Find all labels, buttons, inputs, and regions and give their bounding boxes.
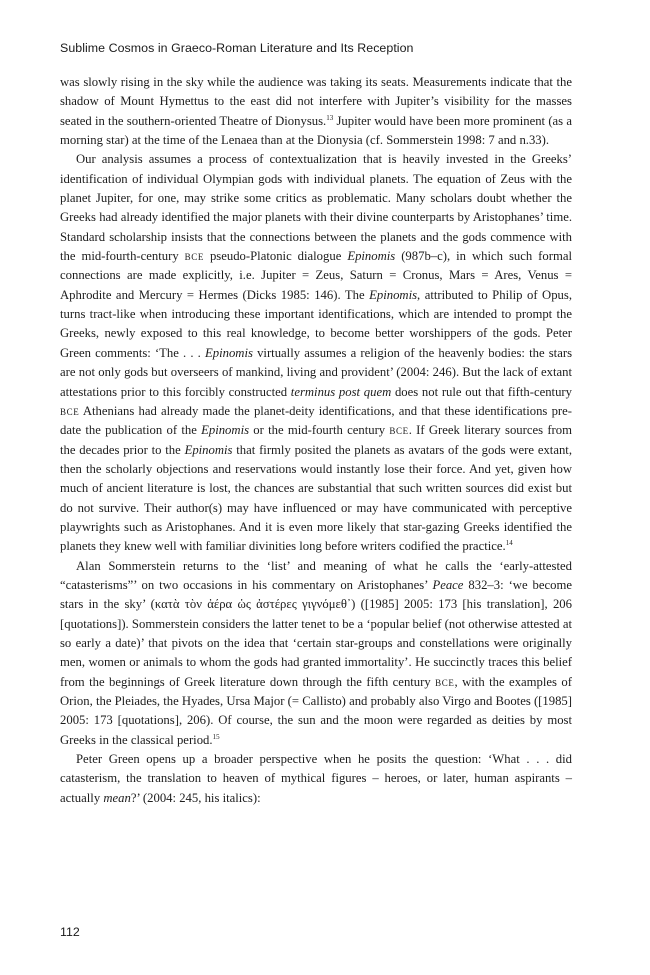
paragraph [60,557,572,750]
text-run: . If Greek literary sources from the decades prior to the [60,423,572,457]
text-run: that firmly posited the planets as avatars of the gods were extant, then the scholarly objections and reservations would instantly lose their force. And yet, given how much of ancient literature is lost, the chances are substantial that such written sources did exist but do not survive. Their author(s) may have influenced or may have communicated with perceptive playwrights such as Aristophanes. And it is even more likely that star-gazing Greeks identified the planets they knew well with familiar divinities long before writers codified the practice. [60,442,572,554]
text-run: Our analysis assumes a process of contextualization that is heavily invested in the Greeks’ identification of individual Olympian gods with individual planets. The equation of Zeus with the planet Jupiter, for one, may strike some critics as problematic. Many scholars doubt whether the Greeks had already identified the major planets with their divine counterparts by Aristophanes’ time. Standard scholarship insists that the connections between the planets and the gods commence with the mid-fourth-century [60,152,572,264]
text-run: virtually assumes a religion of the heavenly bodies: the stars are not only gods but overseers of mankind, living and provident’ (2004: 246). But the lack of extant attestations prior to this forcibly constructed [60,345,573,399]
italic-text: Epinomis [201,423,250,438]
small-caps-text: bce [435,674,455,689]
text-run: Peter Green opens up a broader perspective when he posits the question: ‘What . . . did catasterism, the translation to heaven of mythical figures – heroes, or later, human aspirants – actually [60,752,572,805]
text-run: Alan Sommerstein returns to the ‘list’ and meaning of what he calls the ‘early-attested “catasterisms”’ on two occasions in his commentary on Aristophanes’ [60,558,572,592]
text-run: , with the examples of Orion, the Pleiades, the Hyades, Ursa Major (= Callisto) and probably also Virgo and Bootes ([1985] 2005: 173 [quotations], 206). Of course, the sun and the moon were regarded as deities by most Greeks in the classical period. [60,674,572,747]
text-run: does not rule out that fifth-century [391,384,572,399]
paragraph [60,150,572,556]
running-head: Sublime Cosmos in Graeco-Roman Literature and Its Reception [60,41,414,55]
text-run: (987b–c), in which such formal connections are made explicitly, i.e. Jupiter = Zeus, Saturn = Cronus, Mars = Ares, Venus = Aphrodite and Mercury = Hermes (Dicks 1985: 146). The [60,249,572,302]
italic-text: terminus post quem [290,384,392,399]
italic-text: Epinomis [184,442,233,457]
footnote-ref[interactable]: 15 [212,732,220,741]
small-caps-text: bce [389,423,409,438]
text-run: ?’ (2004: 245, his italics): [130,790,261,805]
text-run: 832–3: ‘we become stars in the sky’ (κατὰ τὸν ἀέρα ὡς ἀστέρες γιγνόμεθ᾿) ([1985] 2005: 173 [his translation], 206 [quotations]). Sommerstein considers the latter tenet to be a ‘popular belief (not otherwise attested at so early a date)’ that pivots on the idea that ‘certain star-groups and constellations were originally men, women or animals to whom the gods had granted immortality’. He succinctly traces this belief from the beginnings of Greek literature down through the fifth century [60,577,572,689]
paragraph [60,750,572,808]
italic-text: Epinomis [347,249,396,264]
text-run: was slowly rising in the sky while the audience was taking its seats. Measurements indicate that the shadow of Mount Hymettus to the east did not interfere with Jupiter’s visibility for the masses seated in the southern-oriented Theatre of Dionysus. [60,75,572,128]
italic-text: mean [103,790,131,805]
text-run: or the mid-fourth century [249,423,390,438]
small-caps-text: bce [184,249,204,264]
italic-text: Epinomis [369,287,418,302]
body-text [60,73,572,808]
italic-text: Peace [432,577,464,592]
small-caps-text: bce [60,403,80,418]
italic-text: Epinomis [205,345,253,360]
text-run: pseudo-Platonic dialogue [203,249,348,264]
text-run: Jupiter would have been more prominent (as a morning star) at the time of the Lenaea than at the Dionysia (cf. Sommerstein 1998: 7 and n.33). [60,113,573,148]
text-run: , attributed to Philip of Opus, turns tract-like when introducing these important identifications, which are intended to prompt the Greeks, newly exposed to this real knowledge, to become better worshippers of the gods. Peter Green comments: ‘The . . . [60,287,572,360]
paragraph [60,73,572,150]
page-number: 112 [60,925,80,939]
text-run: Athenians had already made the planet-deity identifications, and that these identifications pre-date the publication of the [60,403,572,438]
footnote-ref[interactable]: 13 [326,113,334,122]
footnote-ref[interactable]: 14 [505,539,513,548]
